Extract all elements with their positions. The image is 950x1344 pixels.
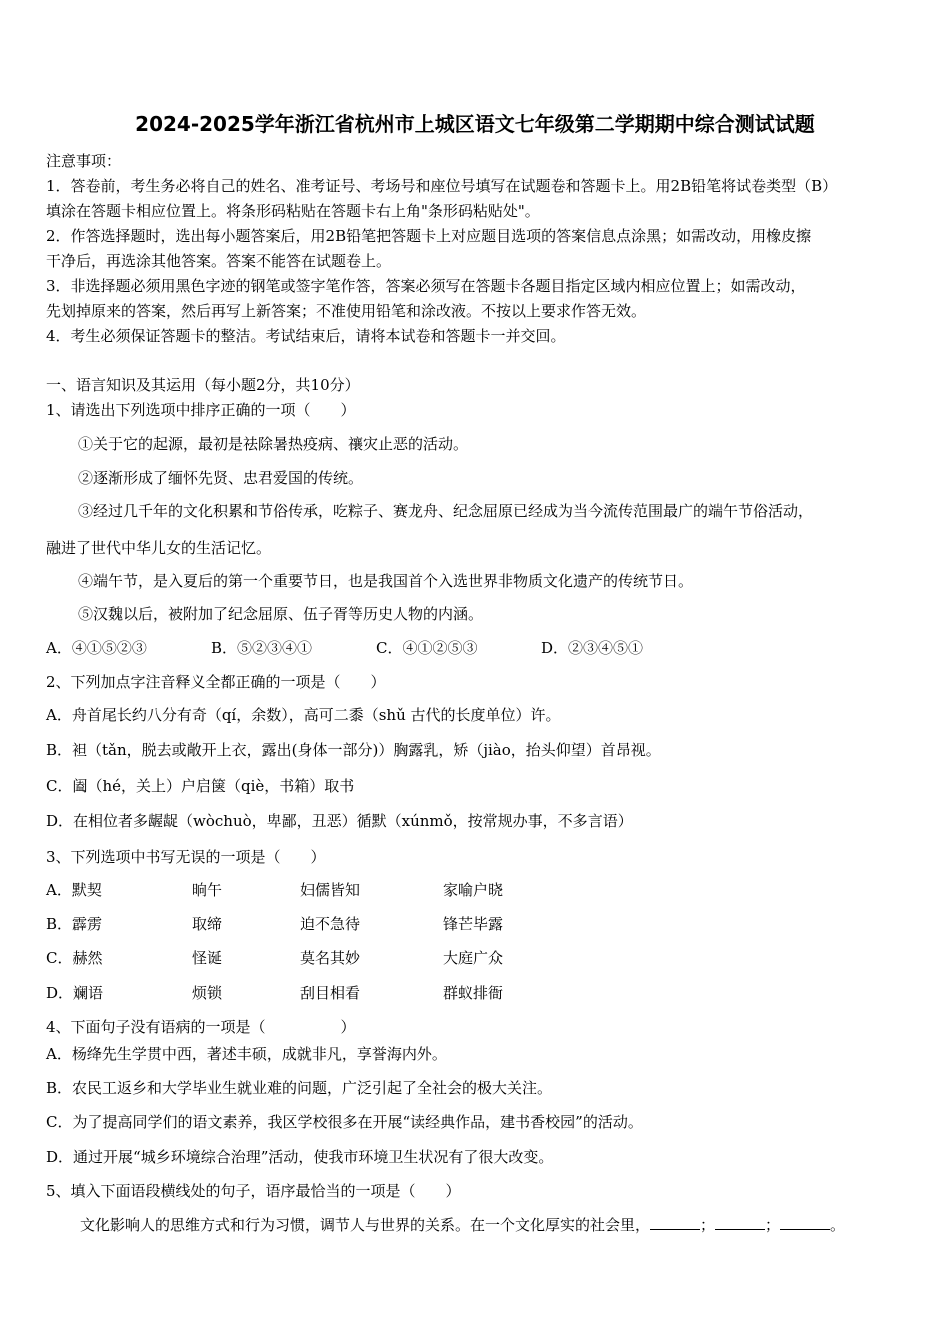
word: 晌午: [192, 881, 223, 899]
word: 群蚁排衙: [443, 984, 504, 1002]
page-title: 2024-2025学年浙江省杭州市上城区语文七年级第二学期期中综合测试试题: [135, 112, 815, 136]
q1-item: ③经过几千年的文化积累和节俗传承，吃粽子、赛龙舟、纪念屈原已经成为当今流传范围最广的端午节俗活动，: [78, 502, 814, 520]
word: 莫名其妙: [300, 949, 361, 967]
word: 妇儒皆知: [300, 881, 361, 899]
q1-option-d[interactable]: D．②③④⑤①: [541, 639, 644, 657]
answer-blank[interactable]: [780, 1215, 830, 1230]
notice-line: 先划掉原来的答案，然后再写上新答案；不准使用铅笔和涂改液。不按以上要求作答无效。: [46, 302, 647, 320]
notice-line: 4．考生必须保证答题卡的整洁。考试结束后，请将本试卷和答题卡一并交回。: [46, 327, 566, 345]
q1-item: ⑤汉魏以后，被附加了纪念屈原、伍子胥等历史人物的内涵。: [78, 605, 484, 623]
question-4-stem: 4、下面句子没有语病的一项是（ ）: [46, 1018, 356, 1036]
word: 家喻户晓: [443, 881, 504, 899]
notice-heading: 注意事项：: [46, 152, 122, 170]
question-5-stem: 5、填入下面语段横线处的句子，语序最恰当的一项是（ ）: [46, 1182, 461, 1200]
word: D．斓语: [46, 984, 104, 1002]
q4-option-c[interactable]: C．为了提高同学们的语文素养，我区学校很多在开展“读经典作品，建书香校园”的活动。: [46, 1113, 643, 1131]
q1-item: ④端午节，是入夏后的第一个重要节日，也是我国首个入选世界非物质文化遗产的传统节日。: [78, 572, 694, 590]
q1-option-b[interactable]: B．⑤②③④①: [211, 639, 313, 657]
q1-option-c[interactable]: C．④①②⑤③: [376, 639, 478, 657]
q3-option-b[interactable]: [46, 914, 503, 934]
q3-option-d[interactable]: [46, 983, 503, 1003]
q1-options: [46, 638, 643, 658]
q1-item-continued: 融进了世代中华儿女的生活记忆。: [46, 539, 272, 557]
q1-item: ①关于它的起源，最初是祛除暑热疫病、禳灾止恶的活动。: [78, 435, 469, 453]
q2-option-a[interactable]: A．舟首尾长约八分有奇（qí，余数），高可二黍（shǔ 古代的长度单位）许。: [46, 706, 561, 724]
q2-option-c[interactable]: C．阖（hé，关上）户启箧（qiè，书箱）取书: [46, 777, 355, 795]
question-1-stem: 1、请选出下列选项中排序正确的一项（ ）: [46, 401, 356, 419]
notice-line: 3．非选择题必须用黑色字迹的钢笔或签字笔作答，答案必须写在答题卡各题目指定区域内相应位置上；如需改动，: [46, 277, 806, 295]
question-3-stem: 3、下列选项中书写无误的一项是（ ）: [46, 848, 326, 866]
q2-option-d[interactable]: D．在相位者多龌龊（wòchuò，卑鄙，丑恶）循默（xúnmǒ，按常规办事，不多言语）: [46, 812, 633, 830]
word: A．默契: [46, 881, 102, 899]
word: 迫不急待: [300, 915, 361, 933]
separator: ；: [700, 1216, 716, 1234]
q1-item: ②逐渐形成了缅怀先贤、忠君爱国的传统。: [78, 469, 364, 487]
word: 大庭广众: [443, 949, 504, 967]
q3-option-a[interactable]: [46, 880, 503, 900]
period: 。: [830, 1216, 846, 1234]
word: 怪诞: [192, 949, 223, 967]
word: 取缔: [192, 915, 223, 933]
q3-option-c[interactable]: [46, 948, 503, 968]
q2-option-b[interactable]: B．袒（tǎn，脱去或敞开上衣，露出(身体一部分)）胸露乳，矫（jiào，抬头仰望）首昂视。: [46, 741, 661, 759]
section-heading: 一、语言知识及其运用（每小题2分，共10分）: [46, 376, 360, 394]
word: 刮目相看: [300, 984, 361, 1002]
answer-blank[interactable]: [650, 1215, 700, 1230]
question-2-stem: 2、下列加点字注音释义全都正确的一项是（ ）: [46, 673, 386, 691]
notice-line: 1．答卷前，考生务必将自己的姓名、准考证号、考场号和座位号填写在试题卷和答题卡上。用2B铅笔将试卷类型（B）: [46, 177, 838, 195]
notice-line: 填涂在答题卡相应位置上。将条形码粘贴在答题卡右上角"条形码粘贴处"。: [46, 202, 540, 220]
q4-option-a[interactable]: A．杨绛先生学贯中西，著述丰硕，成就非凡，享誉海内外。: [46, 1045, 447, 1063]
answer-blank[interactable]: [715, 1215, 765, 1230]
separator: ；: [765, 1216, 781, 1234]
notice-line: 2．作答选择题时，选出每小题答案后，用2B铅笔把答题卡上对应题目选项的答案信息点涂黑；如需改动，用橡皮擦: [46, 227, 812, 245]
passage-text: 文化影响人的思维方式和行为习惯，调节人与世界的关系。在一个文化厚实的社会里，: [80, 1216, 651, 1234]
word: 烦锁: [192, 984, 223, 1002]
q4-option-d[interactable]: D．通过开展“城乡环境综合治理”活动，使我市环境卫生状况有了很大改变。: [46, 1148, 554, 1166]
q5-passage: [80, 1215, 845, 1235]
q1-option-a[interactable]: A．④①⑤②③: [46, 639, 147, 657]
q4-option-b[interactable]: B．农民工返乡和大学毕业生就业难的问题，广泛引起了全社会的极大关注。: [46, 1079, 553, 1097]
notice-line: 干净后，再选涂其他答案。答案不能答在试题卷上。: [46, 252, 392, 270]
word: B．霹雳: [46, 915, 103, 933]
word: 锋芒毕露: [443, 915, 504, 933]
word: C．赫然: [46, 949, 103, 967]
